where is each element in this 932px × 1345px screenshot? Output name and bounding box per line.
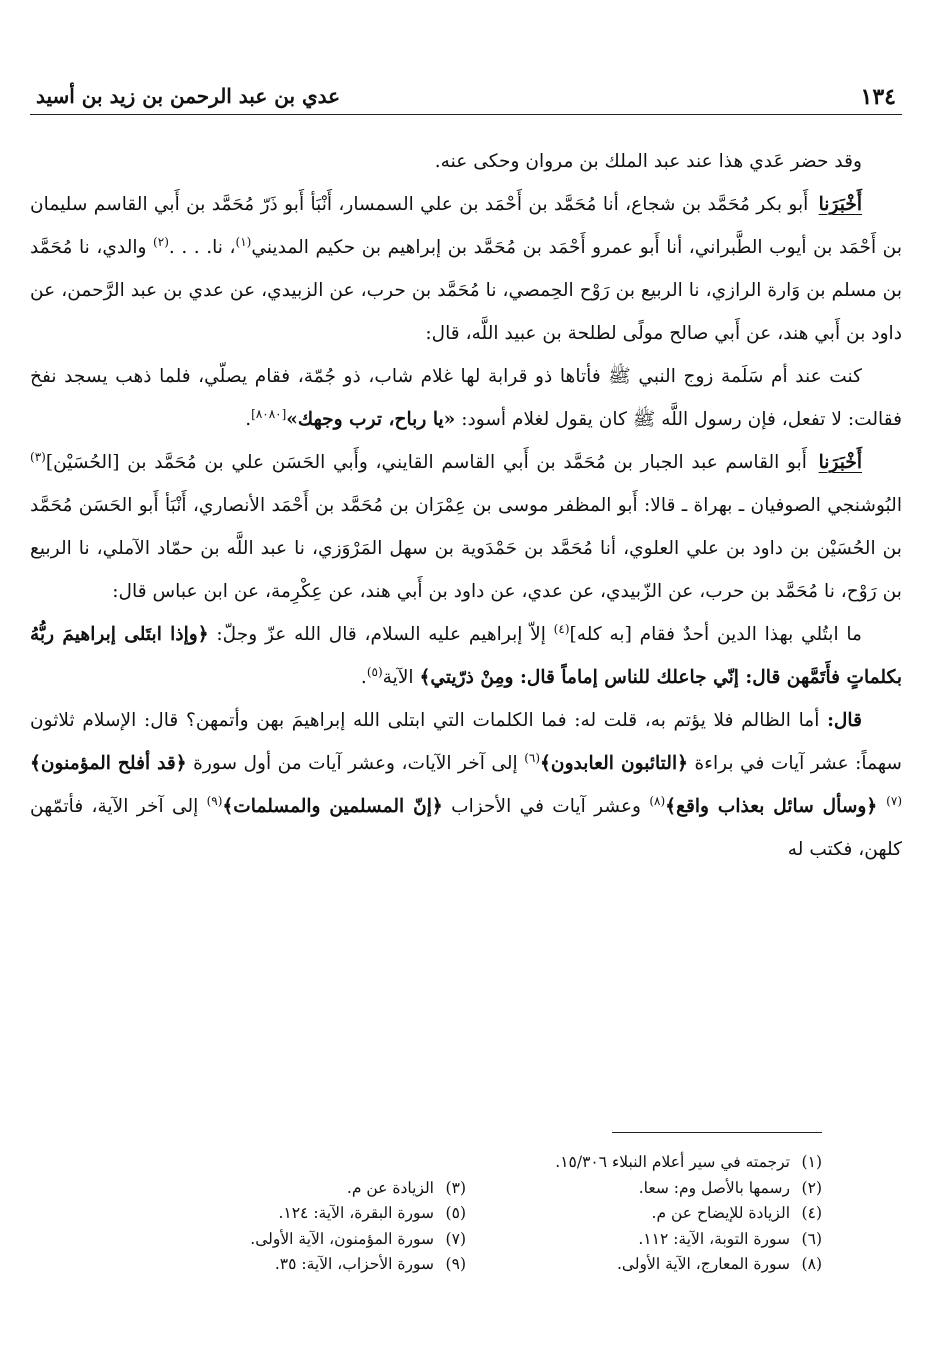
paragraph-text: أَبو القاسم عبد الجبار بن مُحَمَّد بن أَبي القاسم القايني، وأَبي الحَسَن علي بن مُحَمَّد بن [الحُسَيْن] bbox=[45, 452, 807, 473]
running-title: عدي بن عبد الرحمن بن زيد بن أسيد bbox=[36, 84, 341, 108]
footnote-text: سورة التوبة، الآية: ١١٢. bbox=[638, 1229, 790, 1248]
footnote-text: رسمها بالأصل وم: سعا. bbox=[638, 1178, 790, 1197]
paragraph-text: إلى آخر الآية، فأتمّهن كلهن، فكتب له bbox=[30, 796, 902, 860]
paragraph-text: . bbox=[245, 409, 252, 430]
footnote-item bbox=[466, 1227, 822, 1253]
footnote-item bbox=[466, 1252, 822, 1278]
footnote-marker: (٧) bbox=[886, 793, 902, 808]
footnote-item bbox=[110, 1252, 466, 1278]
footnote-text: ترجمته في سير أعلام النبلاء ١٥/٣٠٦. bbox=[555, 1153, 790, 1171]
footnote-marker: (٨) bbox=[649, 793, 666, 808]
paragraph-intro bbox=[30, 140, 902, 183]
footnote-text: سورة المعارج، الآية الأولى. bbox=[616, 1255, 790, 1274]
paragraph-text: أما الظالم فلا يؤتم به، قلت له: فما الكلمات التي ابتلى الله إبراهيمَ بهن وأتمهن؟ قال: الإسلام ثلاثون سهماً: عشر آيات في براءة bbox=[30, 710, 902, 774]
paragraph-text: كنت عند أم سَلَمة زوج النبي ﷺ فأتاها ذو قرابة لها غلام شاب، ذو جُمّة، فقام يصلّي، فلما ذهب يسجد نفخ فقالت: لا تفعل، فإن رسول اللَّه ﷺ كان يقول لغلام أسود: bbox=[30, 366, 902, 430]
footnote-number: (٣) bbox=[445, 1178, 466, 1197]
paragraph-text: وقد حضر عَدي هذا عند عبد الملك بن مروان وحكى عنه. bbox=[434, 151, 862, 172]
footnotes bbox=[110, 1150, 822, 1278]
footnote-item bbox=[110, 1176, 466, 1202]
quran-quote: ﴿وإذا ابتَلى إبراهيمَ ربُّهُ بكلماتٍ فأَتَمَّهن قال: إنّي جاعلك للناس إماماً قال: ومِنْ ذرّيتي﴾ bbox=[30, 624, 902, 688]
footnote-number: (٤) bbox=[801, 1204, 822, 1223]
footnote-number: (٦) bbox=[801, 1229, 822, 1248]
quran-quote: ﴿التائبون العابدون﴾ bbox=[540, 753, 689, 774]
footnote-marker: (٣) bbox=[30, 449, 46, 464]
footnote-text: سورة البقرة، الآية: ١٢٤. bbox=[278, 1204, 434, 1223]
paragraph-hadith-2 bbox=[30, 613, 902, 699]
footnote-item bbox=[110, 1201, 466, 1227]
footnote-number: (٧) bbox=[445, 1229, 466, 1248]
footnote-row bbox=[110, 1176, 822, 1202]
paragraph-text: وعشر آيات في الأحزاب bbox=[442, 796, 650, 817]
footnote-divider bbox=[612, 1132, 822, 1133]
footnote-text: سورة المؤمنون، الآية الأولى. bbox=[250, 1229, 434, 1248]
paragraph-text: البُوشنجي الصوفيان ـ بهراة ـ قالا: أَبو المظفر موسى بن عِمْرَان بن مُحَمَّد بن أَحْمَد الأنصاري، أَنْبَأ أَبو الحَسَن مُحَمَّد بن الحُسَيْن بن داود بن علي العلوي، أنا مُحَمَّد بن حَمْدَوية بن سهل المَرْوَزي، نا عبد اللَّه بن حمّاد الآملي، نا الربيع بن رَوْح، نا مُحَمَّد بن حرب، عن الزّبيدي، عن عدي، عن داود بن أَبي هند، عن عِكْرِمة، عن ابن عباس قال: bbox=[30, 495, 902, 602]
footnote-item bbox=[466, 1176, 822, 1202]
main-text bbox=[30, 140, 902, 1130]
paragraph-isnad-1 bbox=[30, 183, 902, 355]
footnote-item bbox=[466, 1150, 822, 1176]
footnote-marker: (٢) bbox=[153, 234, 169, 249]
footnote-text: الزيادة للإيضاح عن م. bbox=[651, 1204, 790, 1223]
footnote-marker: (٥) bbox=[366, 664, 383, 679]
quran-quote: ﴿وسأل سائل بعذاب واقع﴾ bbox=[665, 796, 887, 817]
paragraph-text: إلى آخر الآيات، وعشر آيات من أول سورة bbox=[186, 753, 525, 774]
akhbarana-keyword: أَخْبَرَنا bbox=[818, 452, 862, 473]
footnote-row bbox=[110, 1150, 822, 1176]
footnote-text: سورة الأحزاب، الآية: ٣٥. bbox=[274, 1255, 434, 1274]
paragraph-explanation bbox=[30, 699, 902, 871]
footnote-item bbox=[110, 1150, 466, 1176]
footnote-row bbox=[110, 1252, 822, 1278]
footnote-marker: (٩) bbox=[206, 793, 223, 808]
paragraph-text: إلاّ إبراهيم عليه السلام، قال الله عزّ وجلّ: bbox=[216, 624, 554, 645]
paragraph-hadith-1 bbox=[30, 355, 902, 441]
footnote-row bbox=[110, 1227, 822, 1253]
footnote-marker: (١) bbox=[235, 234, 252, 249]
footnote-number: (٩) bbox=[445, 1255, 466, 1274]
paragraph-text: . bbox=[360, 667, 367, 688]
footnote-marker: (٦) bbox=[524, 750, 541, 765]
hadith-number: [٨٠٨٠] bbox=[251, 406, 287, 421]
hadith-quote: «يا رباح، ترب وجهك» bbox=[286, 409, 456, 430]
akhbarana-keyword: أَخْبَرَنا bbox=[818, 194, 862, 215]
page-number: ١٣٤ bbox=[860, 84, 896, 110]
page-header bbox=[30, 70, 902, 115]
quran-quote: ﴿إنّ المسلمين والمسلمات﴾ bbox=[222, 796, 443, 817]
footnote-number: (٨) bbox=[801, 1255, 822, 1274]
paragraph-text: الآية bbox=[382, 667, 420, 688]
qala-keyword: قال: bbox=[827, 710, 862, 731]
paragraph-text: أَبو بكر مُحَمَّد بن شجاع، أنا مُحَمَّد بن أَحْمَد بن علي السمسار، أَنْبَأ أَبو ذَرّ مُحَمَّد بن أَبي القاسم سليمان بن أَحْمَد بن أيوب الطَّبراني، أنا أَبو عمرو أَحْمَد بن مُحَمَّد بن إبراهيم بن حكيم المديني bbox=[30, 194, 903, 258]
paragraph-text: ما ابتُلي بهذا الدين أحدٌ فقام [به كله] bbox=[569, 624, 862, 645]
footnote-number: (٢) bbox=[801, 1178, 822, 1197]
footnote-item bbox=[110, 1227, 466, 1253]
footnote-number: (١) bbox=[801, 1153, 822, 1171]
footnote-item bbox=[466, 1201, 822, 1227]
footnote-text: الزيادة عن م. bbox=[346, 1178, 434, 1197]
paragraph-text: والدي، نا مُحَمَّد بن مسلم بن وَارة الرازي، نا الربيع بن رَوْح الحِمصي، نا مُحَمَّد بن حرب، عن الزبيدي، عن عدي بن عبد الرَّحمن، عن داود بن أَبي هند، عن أَبي صالح مولًى لطلحة بن عبيد اللَّه، قال: bbox=[30, 237, 902, 344]
footnote-marker: (٤) bbox=[553, 621, 570, 636]
footnote-number: (٥) bbox=[445, 1204, 466, 1223]
paragraph-text: ، نا. . . . bbox=[168, 237, 236, 258]
paragraph-isnad-2 bbox=[30, 441, 902, 613]
footnote-row bbox=[110, 1201, 822, 1227]
quran-quote: ﴿قد أفلح المؤمنون﴾ bbox=[30, 753, 187, 774]
